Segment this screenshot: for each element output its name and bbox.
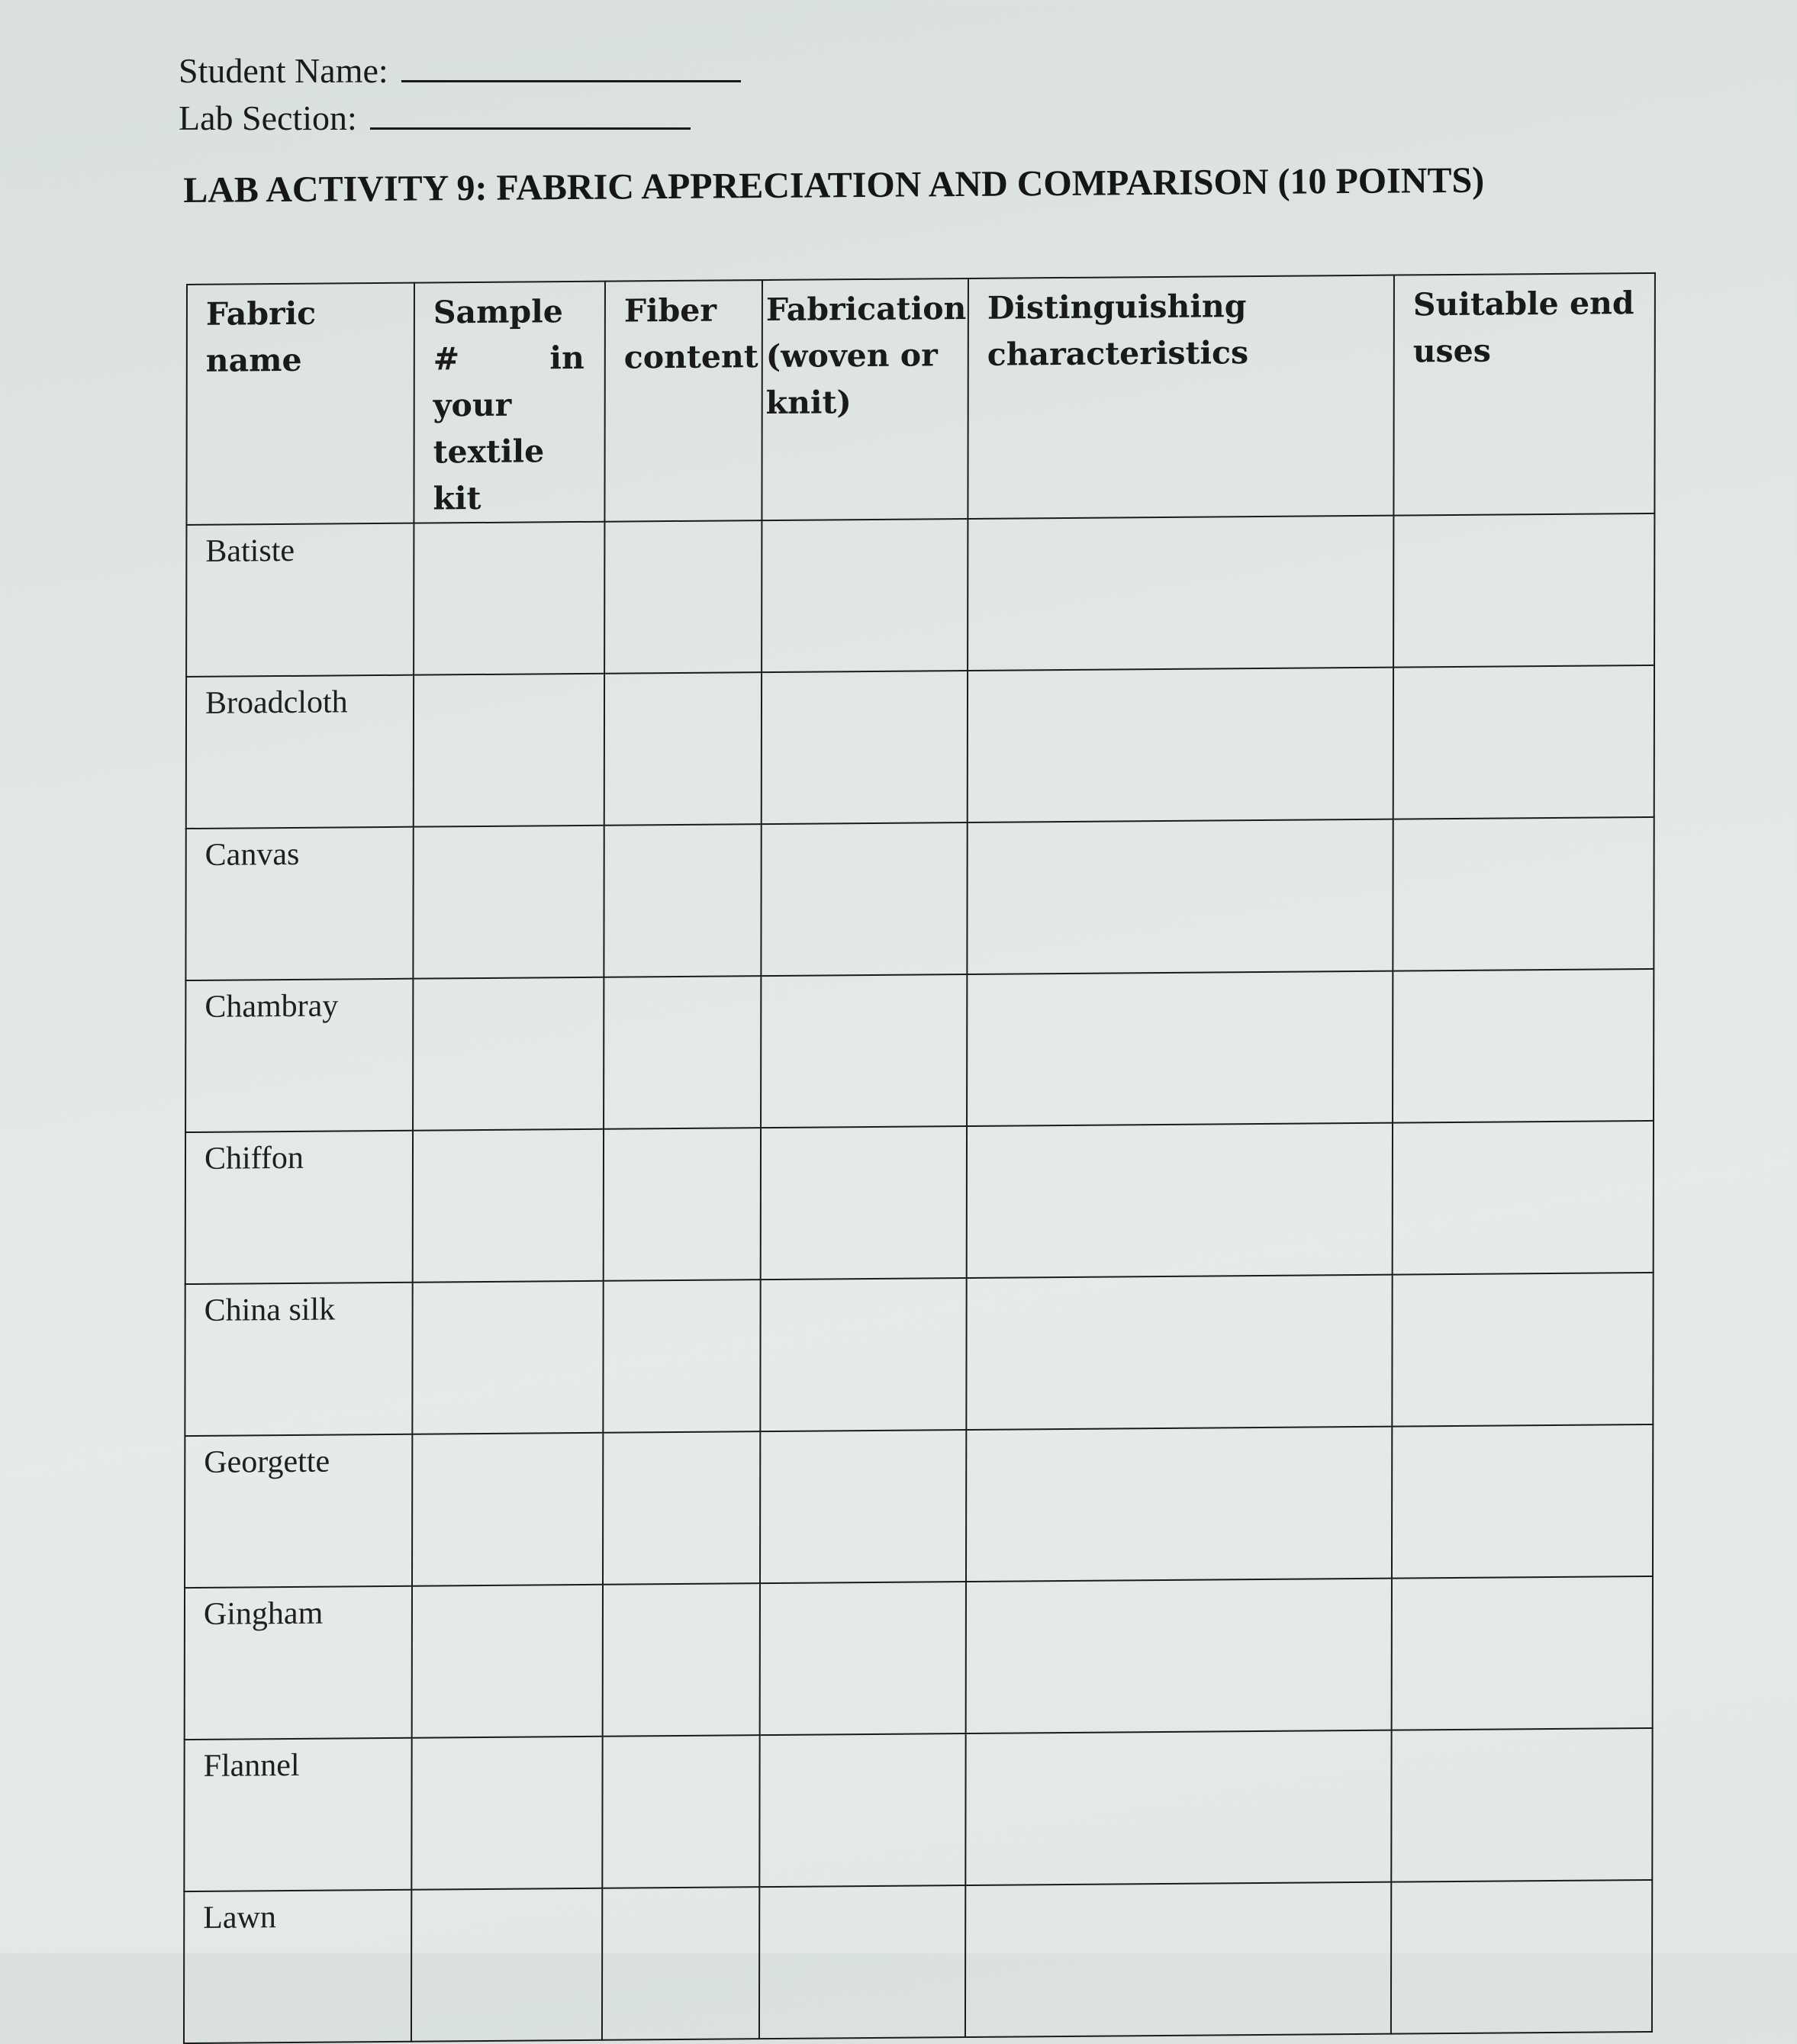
table-row: [185, 1576, 1653, 1740]
distinguishing-characteristics-cell[interactable]: [966, 1579, 1392, 1733]
table-row: [185, 817, 1654, 980]
fiber-content-cell[interactable]: [603, 1583, 760, 1737]
fabrication-cell[interactable]: [760, 1278, 966, 1431]
sample-number-cell[interactable]: [412, 1433, 603, 1586]
lab-section-blank[interactable]: [370, 100, 691, 130]
table-row: [185, 1424, 1653, 1588]
table-row: [186, 665, 1654, 829]
fiber-content-cell[interactable]: [604, 976, 761, 1129]
table-header-row: [186, 273, 1654, 525]
table-row: [186, 513, 1654, 677]
column-header-distinguishing-characteristics: Distinguishing characteristics: [968, 275, 1394, 519]
fabrication-cell[interactable]: [761, 822, 967, 976]
fabric-name-cell: Batiste: [186, 523, 414, 677]
sample-number-cell[interactable]: [411, 1888, 602, 2042]
fabric-name-cell: Chiffon: [185, 1131, 413, 1284]
fabric-name-cell: Georgette: [185, 1434, 412, 1588]
suitable-end-uses-cell[interactable]: [1393, 665, 1654, 819]
table-row: [185, 969, 1654, 1132]
fabrication-cell[interactable]: [760, 1430, 966, 1583]
fabrication-cell[interactable]: [759, 1885, 965, 2039]
column-header-fiber-content: Fiber content: [604, 280, 762, 522]
table-body: [184, 513, 1654, 2043]
fabrication-cell[interactable]: [761, 974, 967, 1128]
suitable-end-uses-cell[interactable]: [1391, 1880, 1652, 2034]
fabrication-cell[interactable]: [762, 519, 968, 672]
distinguishing-characteristics-cell[interactable]: [967, 971, 1393, 1126]
fiber-content-cell[interactable]: [604, 824, 761, 977]
fiber-content-cell[interactable]: [602, 1735, 759, 1888]
suitable-end-uses-cell[interactable]: [1391, 1728, 1652, 1882]
sample-number-cell[interactable]: [414, 674, 604, 827]
fabric-name-cell: Chambray: [185, 979, 413, 1132]
distinguishing-characteristics-cell[interactable]: [965, 1730, 1391, 1885]
fiber-content-cell[interactable]: [604, 672, 762, 826]
fabric-table-container: [186, 272, 1668, 2044]
suitable-end-uses-cell[interactable]: [1393, 817, 1654, 971]
distinguishing-characteristics-cell[interactable]: [967, 1123, 1393, 1278]
column-header-fabrication: Fabrication (woven or knit): [762, 278, 968, 520]
distinguishing-characteristics-cell[interactable]: [966, 1427, 1392, 1582]
fabrication-cell[interactable]: [762, 671, 968, 824]
sample-number-cell[interactable]: [414, 522, 604, 675]
lab-section-field: [179, 98, 691, 138]
suitable-end-uses-cell[interactable]: [1392, 1273, 1653, 1427]
table-row: [184, 1880, 1652, 2043]
fiber-content-cell[interactable]: [604, 520, 762, 674]
student-name-field: [179, 50, 741, 91]
suitable-end-uses-cell[interactable]: [1392, 1424, 1653, 1579]
fiber-content-cell[interactable]: [604, 1128, 761, 1281]
table-row: [185, 1121, 1654, 1284]
sample-number-cell[interactable]: [412, 1281, 603, 1434]
column-header-fabric-name: Fabric name: [186, 283, 414, 525]
fiber-content-cell[interactable]: [603, 1280, 760, 1433]
lab-section-label: Lab Section:: [179, 98, 357, 137]
fabrication-cell[interactable]: [761, 1126, 967, 1280]
suitable-end-uses-cell[interactable]: [1393, 1121, 1654, 1275]
fabric-name-cell: Flannel: [184, 1738, 411, 1891]
distinguishing-characteristics-cell[interactable]: [968, 516, 1393, 671]
fabrication-cell[interactable]: [759, 1733, 965, 1887]
fabric-name-cell: Canvas: [185, 827, 413, 980]
sample-number-cell[interactable]: [412, 1585, 603, 1738]
distinguishing-characteristics-cell[interactable]: [968, 668, 1393, 822]
suitable-end-uses-cell[interactable]: [1392, 1576, 1653, 1730]
table-row: [184, 1728, 1652, 1891]
column-header-suitable-end-uses: Suitable end uses: [1393, 273, 1655, 516]
fabric-name-cell: Lawn: [184, 1890, 411, 2043]
sample-number-cell[interactable]: [413, 977, 604, 1131]
fiber-content-cell[interactable]: [603, 1431, 760, 1585]
fabric-comparison-table: [183, 272, 1656, 2044]
distinguishing-characteristics-cell[interactable]: [966, 1275, 1392, 1430]
student-name-label: Student Name:: [179, 51, 388, 90]
page-title: LAB ACTIVITY 9: FABRIC APPRECIATION AND COMPARISON (10 POINTS): [183, 159, 1485, 211]
sample-number-cell[interactable]: [411, 1737, 602, 1890]
table-row: [185, 1273, 1653, 1436]
student-name-blank[interactable]: [401, 53, 741, 82]
distinguishing-characteristics-cell[interactable]: [967, 819, 1393, 974]
sample-number-cell[interactable]: [413, 826, 604, 979]
distinguishing-characteristics-cell[interactable]: [965, 1882, 1391, 2037]
suitable-end-uses-cell[interactable]: [1393, 969, 1654, 1123]
fabric-name-cell: Gingham: [185, 1586, 412, 1740]
sample-number-cell[interactable]: [413, 1129, 604, 1283]
column-header-sample-number: Sample # in your textile kit: [414, 282, 605, 523]
fabrication-cell[interactable]: [760, 1582, 966, 1735]
fiber-content-cell[interactable]: [602, 1887, 759, 2040]
fabric-name-cell: Broadcloth: [186, 675, 414, 829]
fabric-name-cell: China silk: [185, 1283, 412, 1436]
suitable-end-uses-cell[interactable]: [1393, 513, 1654, 668]
